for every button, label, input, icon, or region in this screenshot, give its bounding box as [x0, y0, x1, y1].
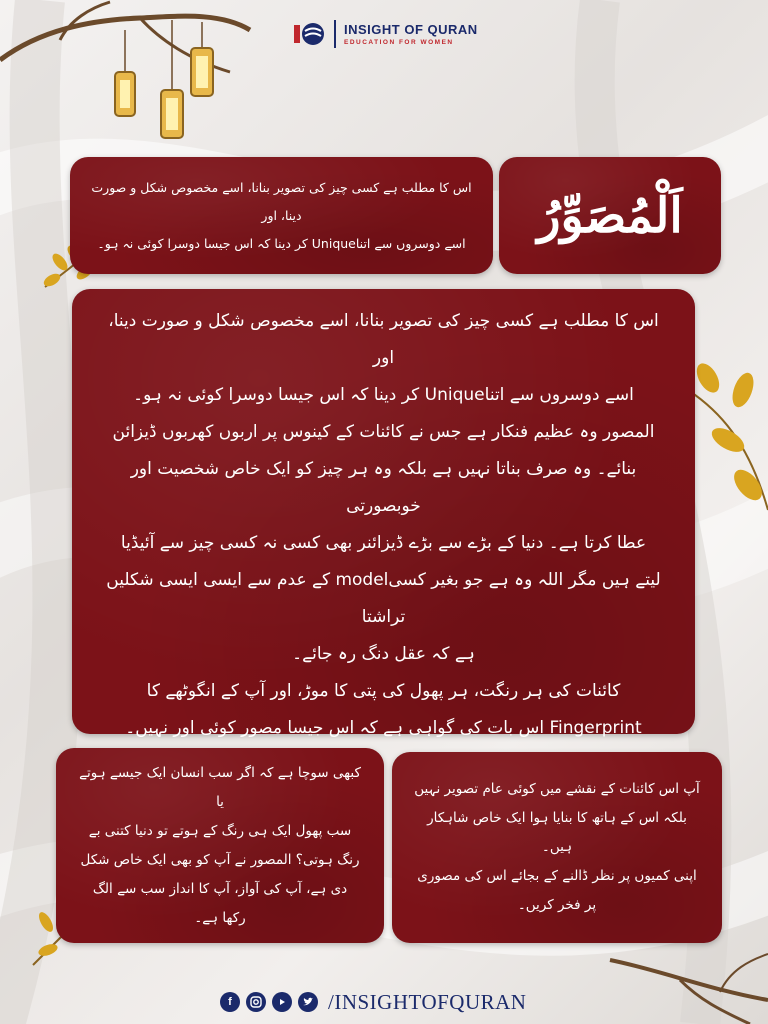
text-line: پر فخر کریں۔: [517, 897, 597, 913]
text-line: اسے دوسروں سے اتناUnique کر دینا کہ اس جیسا دوسرا کوئی نہ ہو۔: [133, 385, 634, 405]
brand-logo: [292, 16, 478, 52]
lantern-icon: [115, 72, 135, 116]
brand-title: INSIGHT OF QURAN: [344, 22, 478, 37]
youtube-icon[interactable]: [272, 992, 292, 1012]
logo-divider: [334, 20, 336, 48]
brand-subtitle: EDUCATION FOR WOMEN: [344, 39, 454, 46]
summary-card: [70, 157, 493, 274]
text-line: اسے دوسروں سے اتناUnique کر دینا کہ اس جیسا دوسرا کوئی نہ ہو۔: [97, 235, 466, 251]
facebook-icon[interactable]: f: [220, 992, 240, 1012]
main-description-card: [72, 289, 695, 738]
lantern-icon: [161, 90, 183, 138]
social-handle[interactable]: /INSIGHTOFQURAN: [328, 989, 527, 1014]
text-line: کائنات کی ہر رنگت، ہر پھول کی پتی کا موڑ، اور آپ کے انگوٹھے کا: [146, 681, 621, 701]
text-line: اس کا مطلب ہے کسی چیز کی تصویر بنانا، اسے مخصوص شکل و صورت دینا، اور: [91, 179, 472, 223]
lantern-icon: [191, 48, 213, 96]
main-description-text: [98, 303, 669, 747]
text-line: رکھا ہے۔: [194, 909, 246, 926]
text-line: المصور وہ عظیم فنکار ہے جس نے کائنات کے کینوس پر اربوں کھربوں ڈیزائن: [112, 422, 655, 442]
leaf-decoration-right: [688, 360, 768, 520]
masterpiece-text: [412, 775, 702, 920]
twitter-icon[interactable]: [298, 992, 318, 1012]
reflection-card: [56, 748, 384, 943]
text-line: اپنی کمیوں پر نظر ڈالنے کے بجائے اس کی مصوری: [417, 868, 697, 884]
text-line: دی ہے، آپ کی آواز، آپ کا انداز سب سے الگ: [92, 880, 348, 897]
text-line: لیتے ہیں مگر اللہ وہ ہے جو بغیر کسیmodel کے عدم سے ایسی ایسی شکلیں تراشتا: [106, 570, 661, 627]
logo-icon: [292, 17, 326, 51]
masterpiece-card: [392, 752, 722, 943]
text-line: رنگ ہوتی؟ المصور نے آپ کو بھی ایک خاص شکل: [80, 851, 360, 868]
text-line: آپ اس کائنات کے نقشے میں کوئی عام تصویر نہیں: [414, 781, 700, 797]
text-line: کبھی سوچا ہے کہ اگر سب انسان ایک جیسے ہوتے یا: [79, 764, 361, 810]
text-line: Fingerprint اس بات کی گواہی ہے کہ اس جیسا مصور کوئی اور نہیں۔: [125, 718, 642, 738]
text-line: بنائے۔ وہ صرف بناتا نہیں ہے بلکہ وہ ہر چیز کو ایک خاص شخصیت اور خوبصورتی: [130, 459, 637, 516]
text-line: ہے کہ عقل دنگ رہ جائے۔: [292, 644, 475, 664]
name-title: اَلْمُصَوِّرُ: [537, 187, 683, 244]
lantern-branch-decoration: [0, 0, 260, 150]
text-line: سب پھول ایک ہی رنگ کے ہوتے تو دنیا کتنی بے: [88, 822, 352, 839]
text-line: اس کا مطلب ہے کسی چیز کی تصویر بنانا، اسے مخصوص شکل و صورت دینا، اور: [108, 311, 659, 368]
social-footer: [220, 989, 526, 1015]
branch-decoration-bottom-right: [600, 940, 768, 1024]
text-line: عطا کرتا ہے۔ دنیا کے بڑے سے بڑے ڈیزائنر بھی کسی نہ کسی چیز سے آئیڈیا: [120, 533, 647, 553]
text-line: بلکہ اس کے ہاتھ کا بنایا ہوا ایک خاص شاہکار ہیں۔: [427, 810, 687, 855]
summary-text: [90, 174, 473, 258]
reflection-text: [76, 759, 364, 933]
name-title-card: [499, 157, 721, 274]
instagram-icon[interactable]: [246, 992, 266, 1012]
